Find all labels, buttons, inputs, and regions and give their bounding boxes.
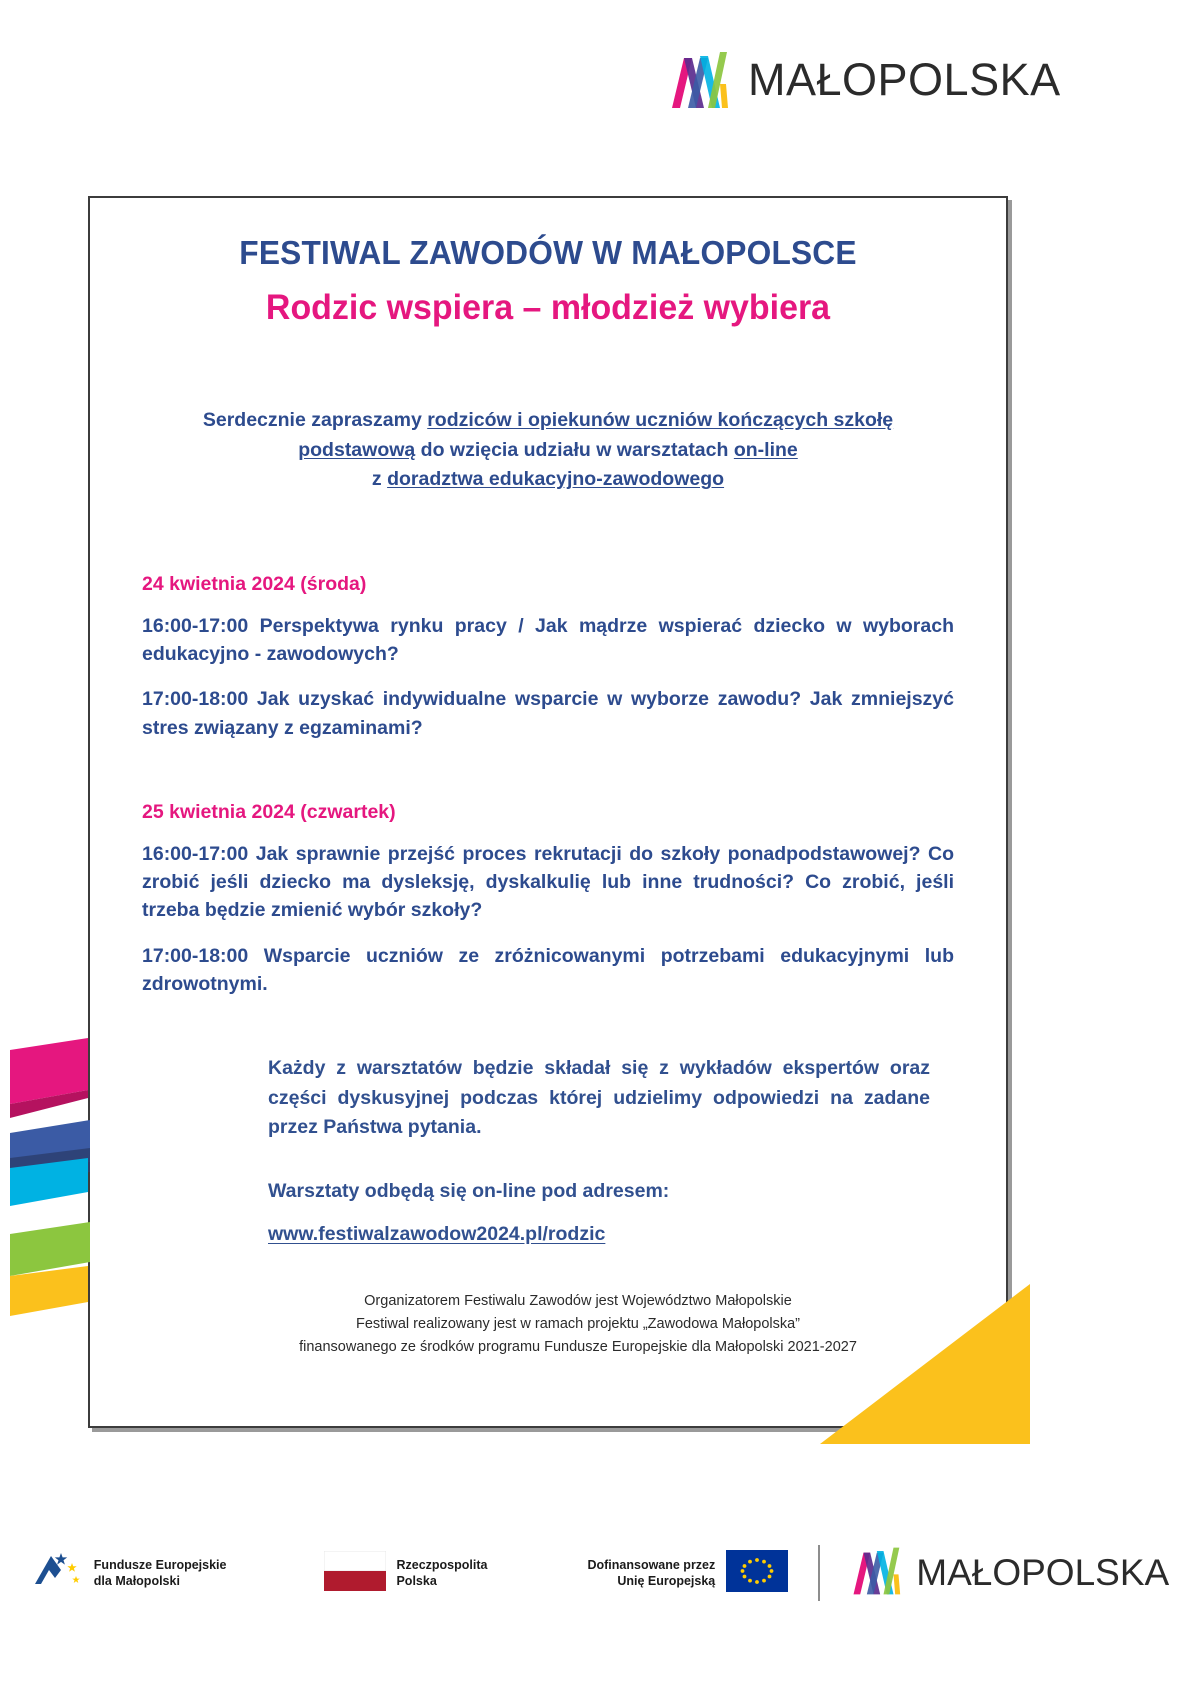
credits-line: Organizatorem Festiwalu Zawodów jest Województwo Małopolskie — [364, 1293, 792, 1310]
poland-flag-icon — [324, 1551, 386, 1596]
page-title: FESTIWAL ZAWODÓW W MAŁOPOLSCE — [239, 234, 857, 271]
eu-flag-icon — [726, 1550, 788, 1597]
schedule-date-heading: 24 kwietnia 2024 (środa) — [142, 572, 367, 595]
workshop-url-link[interactable]: www.festiwalzawodow2024.pl/rodzic — [268, 1223, 606, 1246]
schedule-session: 16:00-17:00 Perspektywa rynku pracy / Jak mądrze wspierać dziecko w wyborach edukacyjno - zawodowych? — [142, 614, 954, 666]
invite-line1-plain: Serdecznie zapraszamy — [202, 409, 428, 431]
credits-line: finansowanego ze środków programu Fundusze Europejskie dla Małopolski 2021-2027 — [299, 1339, 857, 1356]
invite-line1-underlined: rodziców i opiekunów uczniów kończących szkołę — [427, 409, 894, 431]
poster-content — [90, 234, 1006, 1360]
invite-line3-plain: z — [371, 468, 388, 491]
eu-label: Dofinansowane przez Unię Europejską — [587, 1558, 716, 1588]
schedule-section — [142, 573, 954, 998]
footer-divider — [517, 1545, 557, 1601]
ribbon-decoration — [10, 1038, 180, 1328]
poland-label: Rzeczpospolita Polska — [396, 1558, 488, 1588]
link-lead-text: Warsztaty odbędą się on-line pod adresem: — [268, 1180, 670, 1203]
blurb-section — [142, 1054, 954, 1246]
page-subtitle: Rodzic wspiera – młodzież wybiera — [265, 288, 831, 327]
footer-eu — [587, 1550, 788, 1597]
blurb-text: Każdy z warsztatów będzie składał się z wykładów ekspertów oraz części dyskusyjnej podczas której udzielimy odpowiedzi na zadane przez Państwa pytania. — [268, 1057, 930, 1138]
schedule-session: 16:00-17:00 Jak sprawnie przejść proces rekrutacji do szkoły ponadpodstawowej? Co zrobić jeśli dziecko ma dysleksję, dyskalkulię lub inne trudności? Co zrobić, jeśli trzeba będzie zmienić wybór szkoły? — [142, 842, 954, 922]
schedule-day — [142, 573, 954, 742]
footer-logos — [0, 1545, 1200, 1601]
credits-block — [142, 1290, 954, 1360]
poster-frame — [88, 196, 1008, 1428]
footer-brand-wordmark: MAŁOPOLSKA — [916, 1552, 1170, 1593]
schedule-session: 17:00-18:00 Wsparcie uczniów ze zróżnicowanymi potrzebami edukacyjnymi lub zdrowotnymi. — [142, 944, 954, 995]
invite-line2-plain: do wzięcia udziału w warsztatach — [415, 438, 734, 461]
invitation-text — [142, 406, 954, 495]
brand-wordmark: MAŁOPOLSKA — [748, 54, 1061, 105]
malopolska-m-logo-icon — [668, 50, 730, 110]
footer-vertical-divider — [818, 1545, 820, 1601]
footer-brand-logo — [850, 1546, 1169, 1601]
credits-line: Festiwal realizowany jest w ramach projektu „Zawodowa Małopolska” — [355, 1316, 801, 1333]
footer-poland — [324, 1551, 487, 1596]
header-brand-logo — [668, 50, 1061, 110]
fundusze-europejskie-label: Fundusze Europejskie dla Małopolski — [93, 1558, 227, 1588]
invite-line3-underlined: doradztwa edukacyjno-zawodowego — [387, 468, 725, 491]
footer-divider — [256, 1545, 294, 1601]
schedule-day — [142, 801, 954, 998]
schedule-spacer — [142, 759, 954, 801]
invite-line2-underlined-a: podstawową — [298, 438, 416, 461]
invite-line2-underlined-b: on-line — [733, 438, 798, 461]
schedule-date-heading: 25 kwietnia 2024 (czwartek) — [142, 800, 396, 823]
malopolska-m-logo-icon — [850, 1546, 902, 1601]
schedule-session: 17:00-18:00 Jak uzyskać indywidualne wsparcie w wyborze zawodu? Jak zmniejszyć stres związany z egzaminami? — [142, 688, 954, 739]
footer-fundusze-europejskie — [31, 1550, 227, 1597]
fundusze-europejskie-stars-icon — [31, 1550, 85, 1597]
